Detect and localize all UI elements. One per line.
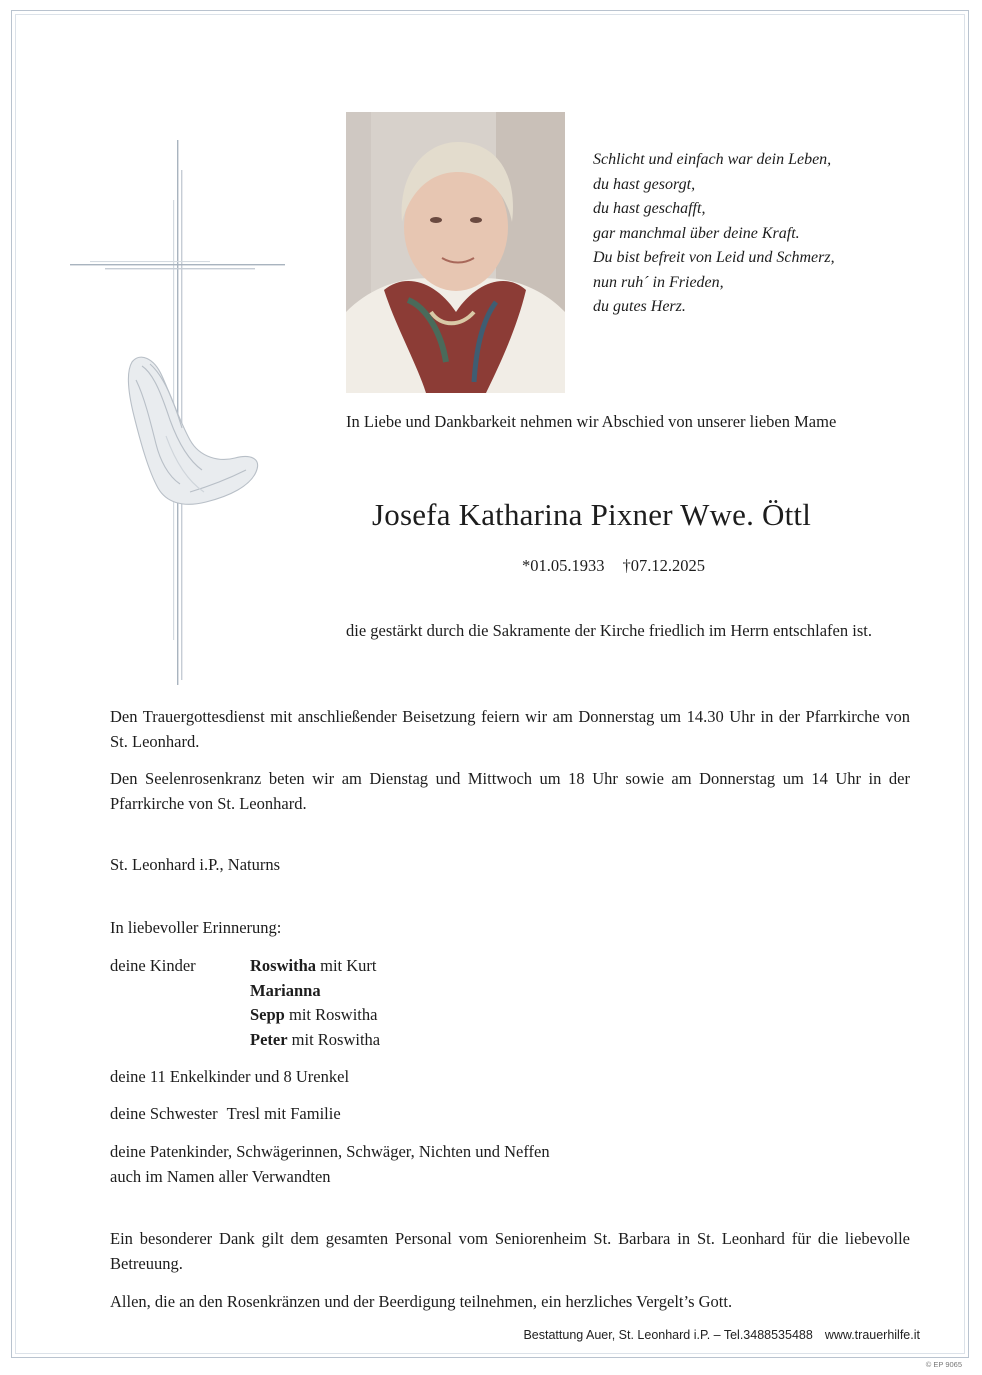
grandchildren-text: deine 11 Enkelkinder und 8 Urenkel xyxy=(110,1067,350,1086)
website-link[interactable]: www.trauerhilfe.it xyxy=(824,1328,920,1342)
footer xyxy=(0,1328,920,1342)
child-name: Sepp xyxy=(250,1005,285,1024)
rosary-text: Den Seelenrosenkranz beten wir am Dienstag und Mittwoch um 18 Uhr sowie am Donnerstag um 14 Uhr in der Pfarrkirche von St. Leonhard. xyxy=(110,769,910,813)
relatives-text xyxy=(110,1140,550,1189)
poem-line: gar manchmal über deine Kraft. xyxy=(593,224,800,242)
deceased-name: Josefa Katharina Pixner Wwe. Öttl xyxy=(372,497,812,532)
portrait-photo xyxy=(346,112,565,393)
death-date: †07.12.2025 xyxy=(622,556,705,575)
poem-line: du gutes Herz. xyxy=(593,298,686,315)
thanks-staff-text: Ein besonderer Dank gilt dem gesamten Personal vom Seniorenheim St. Barbara in St. Leonhard für die liebevolle Betreuung. xyxy=(110,1229,910,1273)
poem-line: du hast geschafft, xyxy=(593,200,706,217)
child-name: Roswitha xyxy=(250,956,317,975)
relatives-line: deine Patenkinder, Schwägerinnen, Schwäger, Nichten und Neffen xyxy=(110,1142,550,1161)
relatives-line: auch im Namen aller Verwandten xyxy=(110,1166,331,1186)
children-label: deine Kinder xyxy=(110,956,196,975)
sister-label: deine Schwester xyxy=(110,1104,218,1123)
funeral-home-info: Bestattung Auer, St. Leonhard i.P. – Tel.3488535488 xyxy=(523,1328,813,1342)
funeral-service-text: Den Trauergottesdienst mit anschließender Beisetzung feiern wir am Donnerstag um 14.30 Uhr in der Pfarrkirche von St. Leonhard. xyxy=(110,707,910,751)
child-partner: mit Kurt xyxy=(320,956,377,975)
sister-name: Tresl mit Familie xyxy=(226,1104,341,1123)
child-name: Marianna xyxy=(250,980,321,1000)
poem-line: du hast gesorgt, xyxy=(593,175,696,193)
memory-heading: In liebevoller Erinnerung: xyxy=(110,918,282,937)
poem-line: Schlicht und einfach war dein Leben, xyxy=(593,151,832,168)
place-text: St. Leonhard i.P., Naturns xyxy=(110,855,281,874)
birth-date: *01.05.1933 xyxy=(522,556,605,575)
poem-line: Du bist befreit von Leid und Schmerz, xyxy=(593,249,835,266)
print-code: © EP 9065 xyxy=(925,1360,962,1369)
child-name: Peter xyxy=(250,1029,288,1049)
sister-row xyxy=(110,1102,341,1127)
thanks-attendees-text: Allen, die an den Rosenkränzen und der Beerdigung teilnehmen, ein herzliches Vergelt’s Gott. xyxy=(110,1292,733,1311)
child-partner: mit Roswitha xyxy=(291,1029,381,1049)
life-dates xyxy=(522,556,705,576)
cross-with-praying-hands xyxy=(70,140,285,685)
sacrament-text: die gestärkt durch die Sakramente der Kirche friedlich im Herrn entschlafen ist. xyxy=(346,621,872,640)
child-partner: mit Roswitha xyxy=(288,1005,378,1024)
poem-line: nun ruh´ in Frieden, xyxy=(593,273,724,291)
praying-hands-icon xyxy=(128,357,257,504)
poem xyxy=(593,148,835,320)
intro-text: In Liebe und Dankbarkeit nehmen wir Abschied von unserer lieben Mame xyxy=(346,412,837,431)
